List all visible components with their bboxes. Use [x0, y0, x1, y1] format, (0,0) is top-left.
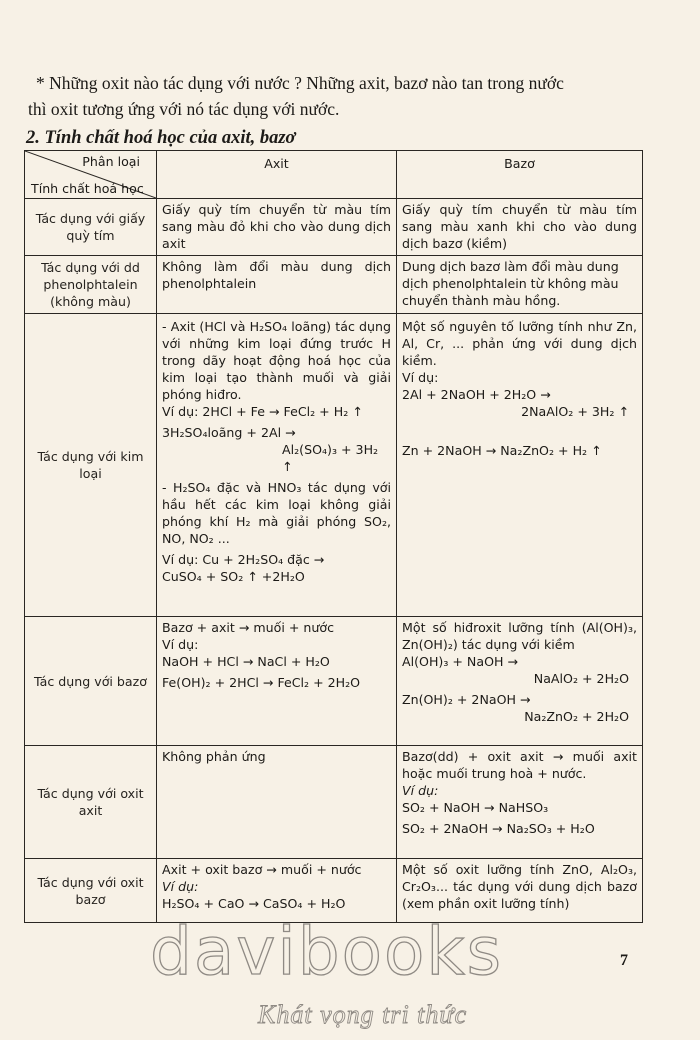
- base-equation: Zn + 2NaOH → Na₂ZnO₂ + H₂ ↑: [402, 443, 602, 458]
- base-equation: SO₂ + 2NaOH → Na₂SO₃ + H₂O: [402, 821, 595, 836]
- base-equation: Na₂ZnO₂ + 2H₂O: [524, 709, 629, 724]
- acid-cell: Giấy quỳ tím chuyển từ màu tím sang màu đỏ khi cho vào dung dịch axit: [157, 199, 397, 256]
- acid-label: Ví dụ:: [162, 879, 199, 894]
- acid-equation: Ví dụ: Cu + 2H₂SO₄ đặc →: [162, 552, 325, 567]
- table-header-row: [25, 151, 643, 199]
- property-cell: Tác dụng với dd phenolphtalein (không màu): [25, 256, 157, 314]
- section-title: 2. Tính chất hoá học của axit, bazơ: [26, 128, 296, 148]
- base-text: Một số nguyên tố lưỡng tính như Zn, Al, Cr, ... phản ứng với dung dịch kiềm.: [402, 319, 637, 368]
- acid-label: Ví dụ:: [162, 637, 199, 652]
- table-row: [25, 617, 643, 746]
- acid-equation: NaOH + HCl → NaCl + H₂O: [162, 654, 330, 669]
- acid-cell: [157, 314, 397, 617]
- property-cell: Tác dụng với oxit axit: [25, 746, 157, 859]
- header-classification: Phân loại: [82, 154, 140, 169]
- acid-equation: 3H₂SO₄loãng + 2Al →: [162, 425, 296, 440]
- base-cell: Dung dịch bazơ làm đổi màu dung dịch phenolphtalein từ không màu chuyển thành màu hồng.: [397, 256, 643, 314]
- base-cell: Giấy quỳ tím chuyển từ màu tím sang màu xanh khi cho vào dung dịch bazơ (kiềm): [397, 199, 643, 256]
- base-cell: [397, 746, 643, 859]
- intro-paragraph: [28, 70, 648, 122]
- base-text: Bazơ(dd) + oxit axit → muối axit hoặc muối trung hoà + nước.: [402, 749, 637, 781]
- acid-text: Bazơ + axit → muối + nước: [162, 620, 335, 635]
- table-row: [25, 199, 643, 256]
- header-property: Tính chất hoá học: [31, 181, 144, 196]
- acid-text: Axit + oxit bazơ → muối + nước: [162, 862, 362, 877]
- property-cell: Tác dụng với bazơ: [25, 617, 157, 746]
- table-row: [25, 256, 643, 314]
- intro-line-2: thì oxit tương ứng với nó tác dụng với nước.: [28, 99, 340, 119]
- acid-equation: Ví dụ: 2HCl + Fe → FeCl₂ + H₂ ↑: [162, 404, 363, 419]
- page-number: 7: [620, 952, 628, 969]
- base-equation: NaAlO₂ + 2H₂O: [533, 671, 629, 686]
- base-equation: Al(OH)₃ + NaOH →: [402, 654, 519, 669]
- watermark-tagline: Khát vọng tri thức: [258, 1000, 468, 1029]
- watermark-logo: davibooks: [150, 913, 503, 990]
- acid-cell: Không làm đổi màu dung dịch phenolphtalein: [157, 256, 397, 314]
- acid-equation: Al₂(SO₄)₃ + 3H₂ ↑: [282, 442, 379, 474]
- base-cell: [397, 617, 643, 746]
- base-label: Ví dụ:: [402, 783, 439, 798]
- header-diagonal-cell: [25, 151, 157, 199]
- property-cell: Tác dụng với oxit bazơ: [25, 859, 157, 923]
- acid-cell: Không phản ứng: [157, 746, 397, 859]
- base-cell: Một số oxit lưỡng tính ZnO, Al₂O₃, Cr₂O₃... tác dụng với dung dịch bazơ (xem phần oxit lưỡng tính): [397, 859, 643, 923]
- base-text: Một số hiđroxit lưỡng tính (Al(OH)₃, Zn(OH)₂) tác dụng với kiềm: [402, 620, 637, 652]
- table-row: [25, 746, 643, 859]
- acid-text: - H₂SO₄ đặc và HNO₃ tác dụng với hầu hết các kim loại không giải phóng khí H₂ mà giải phóng SO₂, NO, NO₂ ...: [162, 480, 391, 546]
- property-cell: Tác dụng với kim loại: [25, 314, 157, 617]
- header-base: Bazơ: [397, 151, 643, 199]
- base-label: Ví dụ:: [402, 370, 439, 385]
- acid-cell: [157, 617, 397, 746]
- table-row: [25, 314, 643, 617]
- intro-line-1: * Những oxit nào tác dụng với nước ? Những axit, bazơ nào tan trong nước: [36, 73, 564, 93]
- acid-text: - Axit (HCl và H₂SO₄ loãng) tác dụng với những kim loại đứng trước H trong dãy hoạt động hoá học của kim loại tạo thành muối và giải phóng hiđro.: [162, 319, 391, 402]
- acid-equation: Fe(OH)₂ + 2HCl → FeCl₂ + 2H₂O: [162, 675, 361, 690]
- property-cell: Tác dụng với giấy quỳ tím: [25, 199, 157, 256]
- acid-equation: CuSO₄ + SO₂ ↑ +2H₂O: [162, 569, 305, 584]
- base-cell: [397, 314, 643, 617]
- header-acid: Axit: [157, 151, 397, 199]
- base-equation: Zn(OH)₂ + 2NaOH →: [402, 692, 531, 707]
- acid-base-properties-table: [24, 150, 643, 923]
- base-equation: 2Al + 2NaOH + 2H₂O →: [402, 387, 551, 402]
- base-equation: SO₂ + NaOH → NaHSO₃: [402, 800, 549, 815]
- acid-equation: H₂SO₄ + CaO → CaSO₄ + H₂O: [162, 896, 346, 911]
- base-equation: 2NaAlO₂ + 3H₂ ↑: [521, 404, 629, 419]
